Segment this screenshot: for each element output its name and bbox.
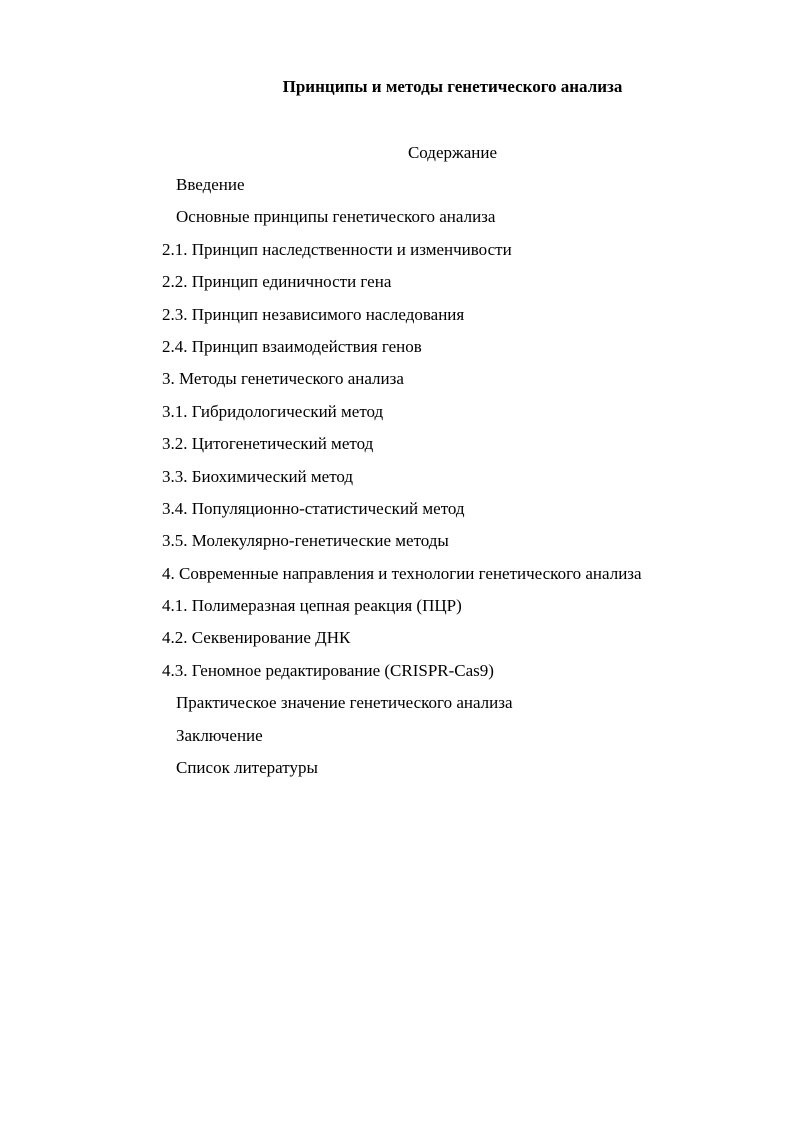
toc-heading: Содержание — [407, 143, 498, 162]
toc-entry: 4. Современные направления и технологии генетического анализа — [162, 563, 642, 583]
toc-entry: 3.3. Биохимический метод — [162, 466, 354, 486]
toc-entry: Основные принципы генетического анализа — [176, 207, 496, 227]
table-of-contents — [162, 174, 642, 789]
toc-entry: 3.2. Цитогенетический метод — [162, 434, 374, 454]
toc-entry: 3.5. Молекулярно-генетические методы — [162, 531, 449, 551]
toc-entry: 4.2. Секвенирование ДНК — [162, 628, 351, 648]
toc-entry: 3. Методы генетического анализа — [162, 369, 404, 389]
toc-entry: 2.2. Принцип единичности гена — [162, 272, 392, 292]
document-title: Принципы и методы генетического анализа — [282, 77, 623, 96]
toc-entry: 4.3. Геномное редактирование (CRISPR-Cas9) — [162, 660, 494, 680]
toc-entry: 2.3. Принцип независимого наследования — [162, 304, 465, 324]
toc-entry: 2.1. Принцип наследственности и изменчивости — [162, 239, 512, 259]
toc-entry: 4.1. Полимеразная цепная реакция (ПЦР) — [162, 596, 462, 616]
toc-entry: Список литературы — [176, 758, 318, 778]
toc-entry: 2.4. Принцип взаимодействия генов — [162, 336, 422, 356]
toc-entry: Введение — [176, 175, 245, 194]
toc-entry: Практическое значение генетического анализа — [176, 693, 513, 713]
toc-entry: 3.1. Гибридологический метод — [162, 401, 384, 421]
toc-entry: 3.4. Популяционно-статистический метод — [162, 498, 465, 518]
toc-entry: Заключение — [176, 725, 263, 745]
